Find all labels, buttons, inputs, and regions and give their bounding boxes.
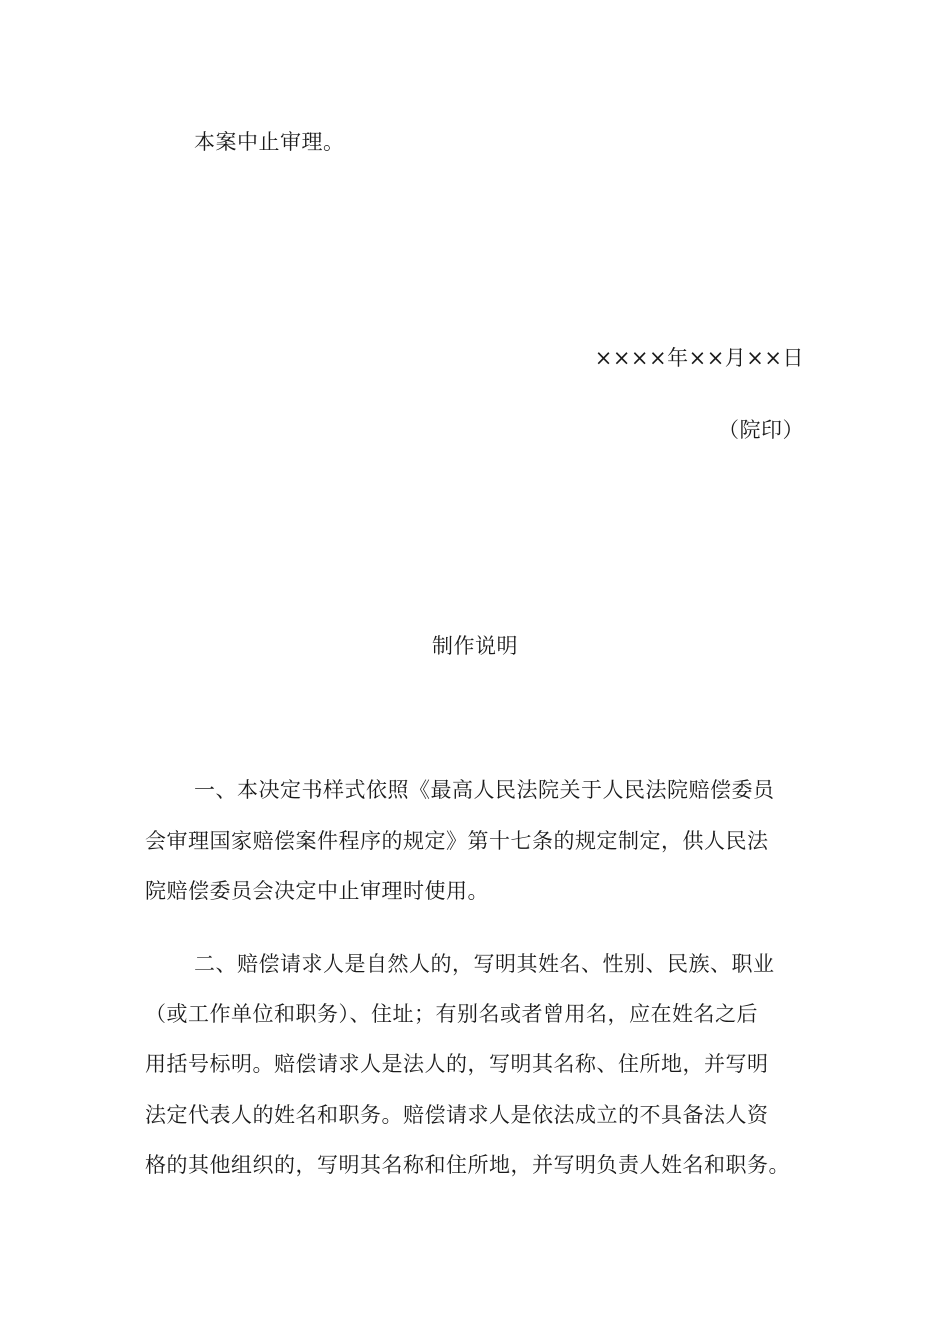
paragraph-2-line-5: 格的其他组织的，写明其名称和住所地，并写明负责人姓名和职务。 xyxy=(145,1153,790,1177)
section-title: 制作说明 xyxy=(432,634,518,658)
paragraph-2-line-2: （或工作单位和职务）、住址；有别名或者曾用名，应在姓名之后 xyxy=(145,1002,758,1026)
paragraph-1-line-2: 会审理国家赔偿案件程序的规定》第十七条的规定制定，供人民法 xyxy=(145,829,769,853)
paragraph-2-line-3: 用括号标明。赔偿请求人是法人的，写明其名称、住所地，并写明 xyxy=(145,1052,769,1076)
paragraph-2-line-4: 法定代表人的姓名和职务。赔偿请求人是依法成立的不具备法人资 xyxy=(145,1103,769,1127)
closing-statement: 本案中止审理。 xyxy=(194,130,345,154)
paragraph-1-line-1: 一、本决定书样式依照《最高人民法院关于人民法院赔偿委员 xyxy=(194,778,775,802)
paragraph-2-line-1: 二、赔偿请求人是自然人的，写明其姓名、性别、民族、职业 xyxy=(194,952,775,976)
date-line: ××××年××月××日 xyxy=(594,346,804,370)
paragraph-1-line-3: 院赔偿委员会决定中止审理时使用。 xyxy=(145,879,489,903)
court-seal-placeholder: （院印） xyxy=(718,418,804,442)
